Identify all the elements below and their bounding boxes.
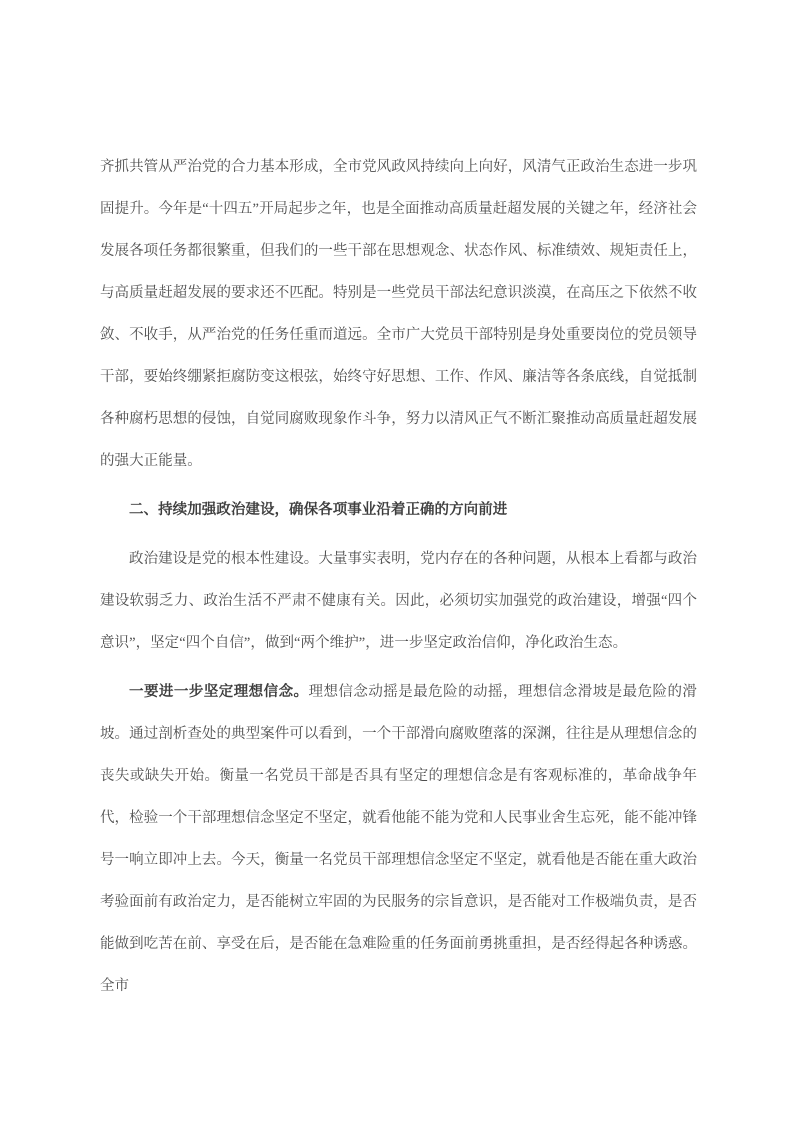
paragraph-ideals-beliefs-lead: 一要进一步坚定理想信念。: [129, 684, 309, 700]
paragraph-continuation: 齐抓共管从严治党的合力基本形成，全市党风政风持续向上向好，风清气正政治生态进一步巩固提升。今年是“十四五”开局起步之年，也是全面推动高质量赶超发展的关键之年，经济社会发展各项任务都很繁重，但我们的一些干部在思想观念、状态作风、标准绩效、规矩责任上，与高质量赶超发展的要求还不匹配。特别是一些党员干部法纪意识淡漠，在高压之下依然不收敛、不收手，从严治党的任务任重而道远。全市广大党员干部特别是身处重要岗位的党员领导干部，要始终绷紧拒腐防变这根弦，始终守好思想、工作、作风、廉洁等各条底线，自觉抵制各种腐朽思想的侵蚀，自觉同腐败现象作斗争，努力以清风正气不断汇聚推动高质量赶超发展的强大正能量。: [100, 159, 697, 469]
paragraph-ideals-beliefs: [100, 671, 697, 1007]
section-heading: 二、持续加强政治建设，确保各项事业沿着正确的方向前进: [129, 502, 508, 518]
paragraph-ideals-beliefs-text: 理想信念动摇是最危险的动摇，理想信念滑坡是最危险的滑坡。通过剖析查处的典型案件可以看到，一个干部滑向腐败堕落的深渊，往往是从理想信念的丧失或缺失开始。衡量一名党员干部是否具有坚定的理想信念是有客观标准的，革命战争年代，检验一个干部理想信念坚定不坚定，就看他能不能为党和人民事业舍生忘死，能不能冲锋号一响立即冲上去。今天，衡量一名党员干部理想信念坚定不坚定，就看他是否能在重大政治考验面前有政治定力，是否能树立牢固的为民服务的宗旨意识，是否能对工作极端负责，是否能做到吃苦在前、享受在后，是否能在急难险重的任务面前勇挑重担，是否经得起各种诱惑。全市: [100, 684, 697, 994]
paragraph-political-construction: 政治建设是党的根本性建设。大量事实表明，党内存在的各种问题，从根本上看都与政治建设软弱乏力、政治生活不严肃不健康有关。因此，必须切实加强党的政治建设，增强“四个意识”，坚定“四个自信”，做到“两个维护”，进一步坚定政治信仰，净化政治生态。: [100, 551, 697, 651]
